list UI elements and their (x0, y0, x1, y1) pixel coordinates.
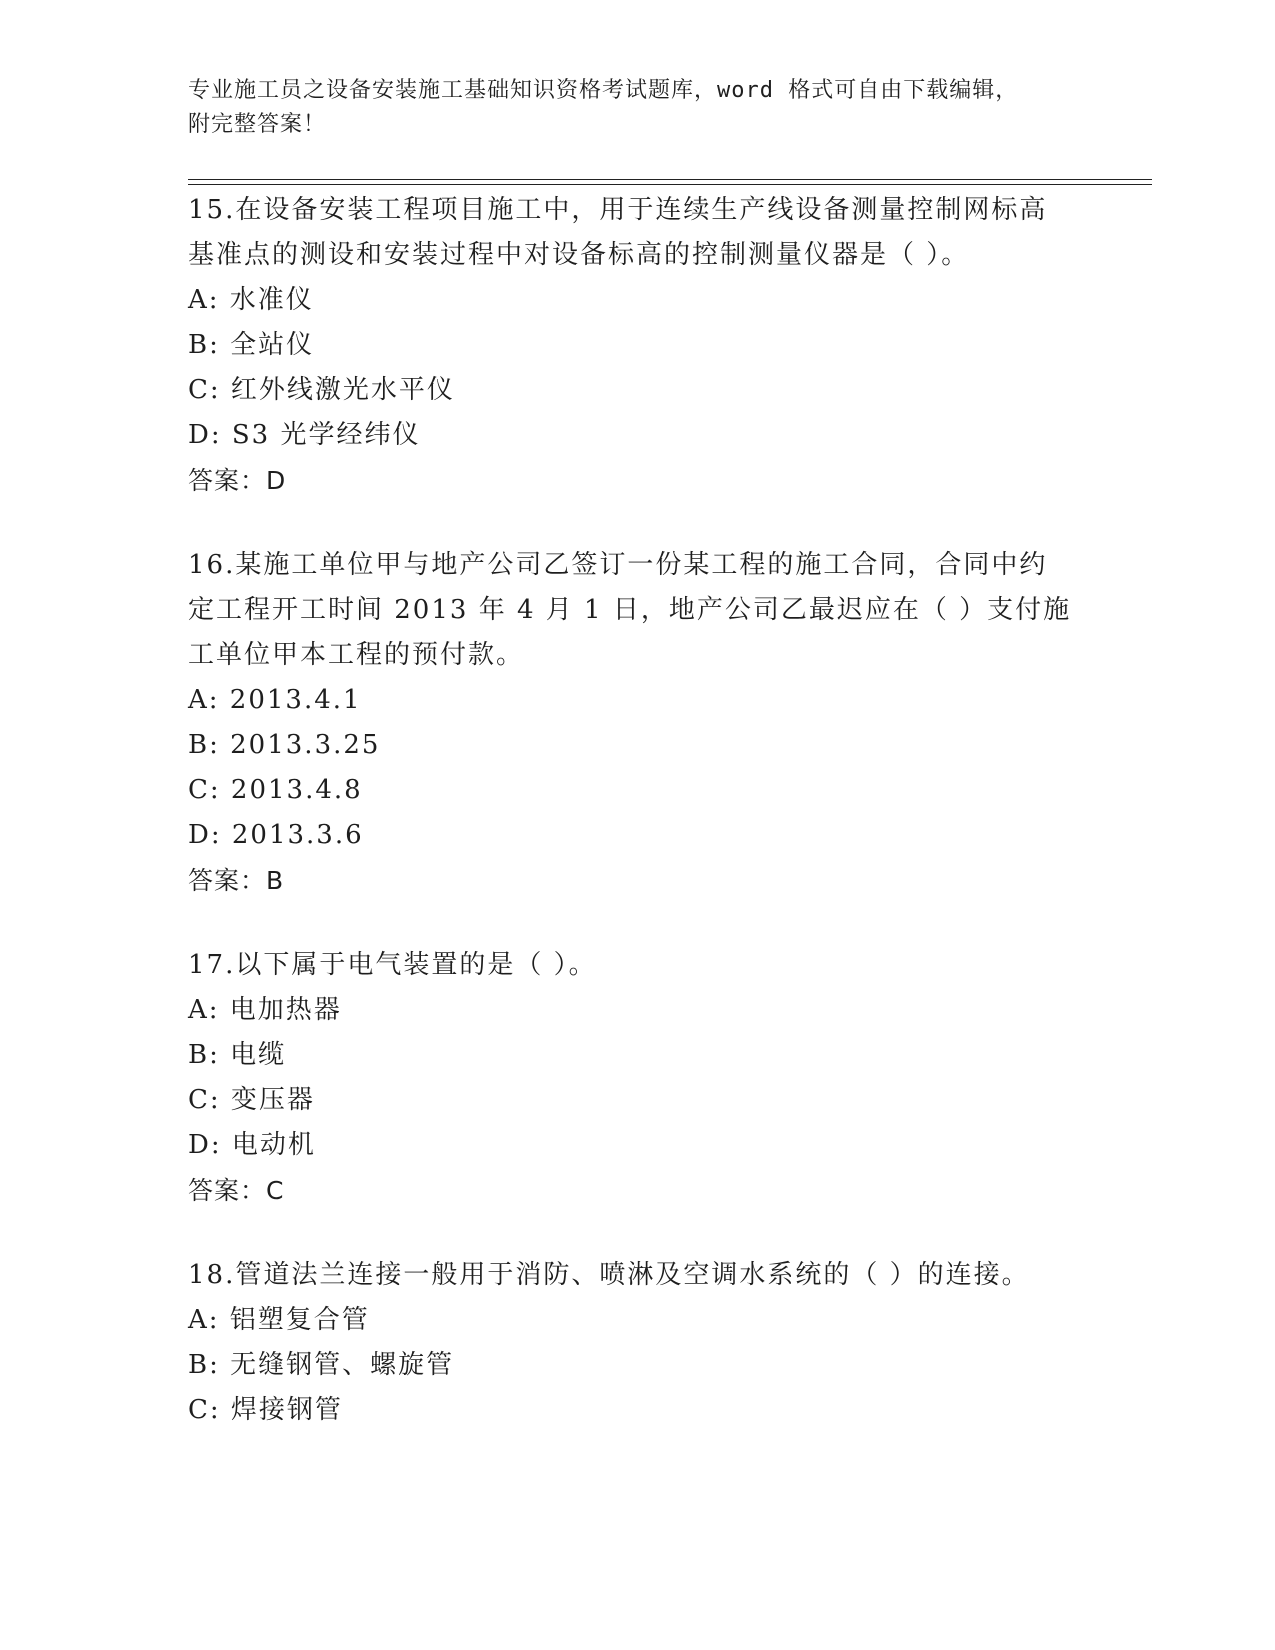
question-stem (188, 188, 1088, 278)
question-stem (188, 943, 1088, 988)
stem-line: 17.以下属于电气装置的是（ ）。 (188, 950, 597, 980)
option-d: D: 电动机 (188, 1130, 316, 1160)
answer-line: 答案：B (188, 866, 285, 895)
option-c: C: 变压器 (188, 1085, 315, 1115)
stem-line: 16.某施工单位甲与地产公司乙签订一份某工程的施工合同，合同中约 (188, 550, 1048, 580)
stem-line: 定工程开工时间 2013 年 4 月 1 日，地产公司乙最迟应在（ ）支付施 (188, 595, 1072, 625)
question-16 (188, 543, 1088, 903)
option-c: C: 红外线激光水平仪 (188, 375, 455, 405)
question-17 (188, 943, 1088, 1213)
option-a: A: 2013.4.1 (188, 685, 362, 715)
answer-line: 答案：C (188, 1176, 285, 1205)
header-divider-bottom (188, 184, 1152, 185)
option-a: A: 水准仪 (188, 285, 314, 315)
question-stem (188, 1253, 1088, 1298)
answer-line: 答案：D (188, 466, 287, 495)
option-a: A: 铝塑复合管 (188, 1305, 370, 1335)
option-d: D: S3 光学经纬仪 (188, 420, 421, 450)
stem-line: 15.在设备安装工程项目施工中，用于连续生产线设备测量控制网标高 (188, 195, 1048, 225)
stem-line: 工单位甲本工程的预付款。 (188, 640, 525, 670)
question-list (188, 188, 1088, 1473)
stem-line: 基准点的测设和安装过程中对设备标高的控制测量仪器是（ ）。 (188, 240, 970, 270)
option-c: C: 焊接钢管 (188, 1395, 343, 1425)
header-line-2: 附完整答案！ (188, 112, 327, 137)
question-stem (188, 543, 1088, 678)
option-b: B: 全站仪 (188, 330, 315, 360)
question-18 (188, 1253, 1088, 1433)
question-15 (188, 188, 1088, 503)
stem-line: 18.管道法兰连接一般用于消防、喷淋及空调水系统的（ ）的连接。 (188, 1260, 1030, 1290)
option-d: D: 2013.3.6 (188, 820, 364, 850)
option-a: A: 电加热器 (188, 995, 342, 1025)
header-divider-top (188, 179, 1152, 180)
option-b: B: 无缝钢管、螺旋管 (188, 1350, 455, 1380)
option-b: B: 2013.3.25 (188, 730, 381, 760)
header-line-1: 专业施工员之设备安装施工基础知识资格考试题库，word 格式可自由下载编辑， (188, 78, 1019, 103)
option-c: C: 2013.4.8 (188, 775, 363, 805)
document-header (188, 74, 1088, 142)
option-b: B: 电缆 (188, 1040, 287, 1070)
